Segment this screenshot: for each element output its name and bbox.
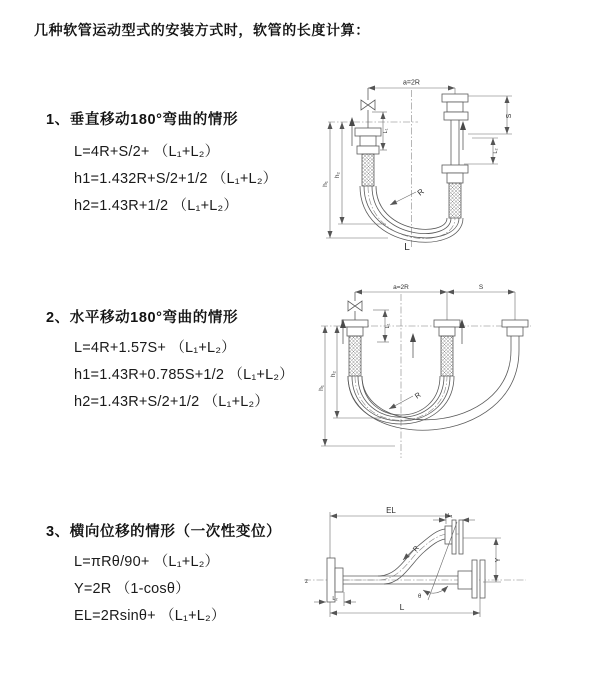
dim-label-h2: h₂: [330, 370, 337, 378]
dim-label-l: L: [399, 602, 405, 612]
dim-label-a2r: a=2R: [403, 79, 420, 87]
page-title: 几种软管运动型式的安装方式时，软管的长度计算：: [34, 22, 370, 38]
radius-label: R: [412, 390, 423, 401]
moving-pipe: [442, 94, 468, 218]
section-2-formula-h2: h2=1.43R+S/2+1/2 （L₁+L₂）: [74, 394, 270, 410]
radius-callout: [390, 187, 426, 205]
dim-label-s: S: [506, 113, 513, 119]
pipe-original-position: [434, 320, 460, 376]
radius-callout: [389, 390, 423, 409]
axis-mark-label: z: [305, 579, 308, 585]
section-3-formula-l: L=πRθ/90+ （L₁+L₂）: [74, 554, 220, 570]
section-1-heading: 1、垂直移动180°弯曲的情形: [46, 112, 239, 128]
fixed-pipe-with-valve: [355, 88, 381, 186]
section-2-formula-h1: h1=1.43R+0.785S+1/2 （L₁+L₂）: [74, 367, 294, 383]
dim-l: [330, 598, 480, 617]
section-2-formula-l: L=4R+1.57S+ （L₁+L₂）: [74, 340, 236, 356]
dim-label-a2r: a=2R: [393, 284, 409, 291]
dim-label-h1: h₁: [322, 181, 329, 187]
length-label: L: [404, 242, 410, 253]
diagram-lateral-displacement: [300, 498, 530, 643]
hose-displaced: [378, 520, 463, 584]
section-3-formula-y: Y=2R （1-cosθ）: [74, 581, 190, 597]
diagram-vertical-180-bend: [316, 72, 588, 254]
fixed-pipe-with-valve: [342, 292, 368, 376]
dim-el: [330, 506, 452, 558]
section-3-formula-el: EL=2Rsinθ+ （L₁+L₂）: [74, 608, 226, 624]
dim-l2: [464, 138, 499, 164]
section-1-formula-h1: h1=1.432R+S/2+1/2 （L₁+L₂）: [74, 171, 278, 187]
dim-label-l1: L₁: [385, 323, 391, 329]
dim-label-l2: L₂: [493, 148, 499, 154]
dim-label-l1: L₁: [383, 128, 389, 134]
angle-label: θ: [418, 594, 422, 600]
section-3-heading: 3、横向位移的情形（一次性变位）: [46, 524, 282, 540]
dim-label-h1: h₁: [318, 385, 325, 391]
dim-label-el: EL: [386, 506, 396, 515]
straight-pipe-original: [343, 560, 485, 598]
dim-label-s: S: [478, 284, 484, 291]
radius-label: R: [412, 544, 421, 554]
dim-label-l1: L₁: [447, 513, 453, 519]
section-2-heading: 2、水平移动180°弯曲的情形: [46, 310, 239, 326]
section-1-formula-h2: h2=1.43R+1/2 （L₁+L₂）: [74, 198, 239, 214]
dim-label-y: Y: [495, 557, 502, 563]
dim-label-l2: L₂: [332, 596, 338, 602]
section-1-formula-l: L=4R+S/2+ （L₁+L₂）: [74, 144, 220, 160]
diagram-horizontal-180-bend: [315, 278, 575, 468]
pipe-moved-position: [502, 320, 528, 350]
dim-a-2r-and-s: [355, 284, 515, 320]
radius-label: R: [415, 186, 426, 198]
dim-s: [468, 96, 513, 134]
dim-label-h2: h₂: [334, 171, 341, 179]
